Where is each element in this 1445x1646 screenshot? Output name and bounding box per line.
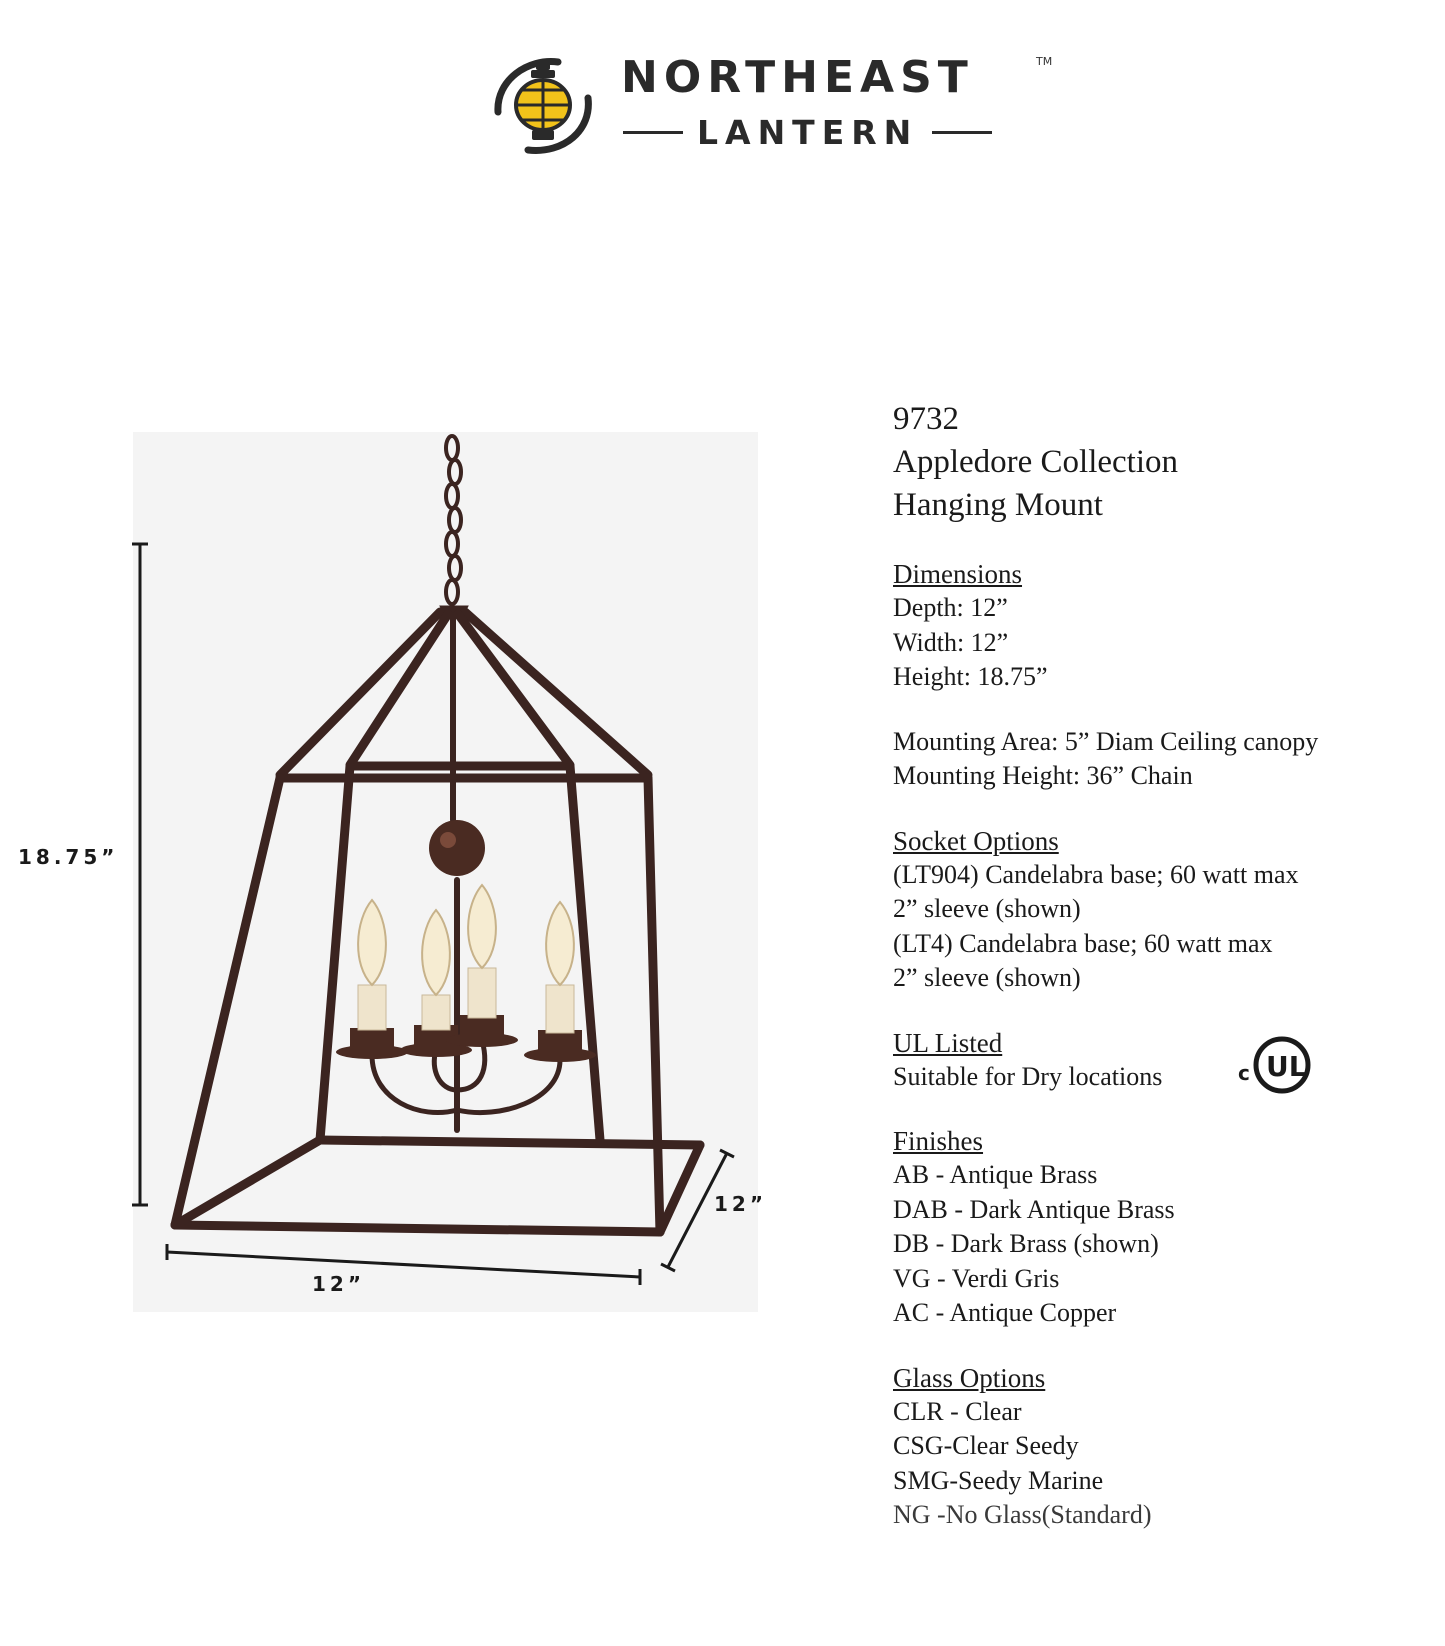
finishes-section — [893, 1124, 1413, 1331]
collection-name: Appledore Collection — [893, 444, 1179, 480]
ul-certification-icon — [1236, 1030, 1316, 1100]
depth-dimension-label: 12” — [714, 1192, 767, 1216]
ul-mark-text: UL — [1266, 1050, 1307, 1083]
socket-options-section — [893, 824, 1413, 996]
glass-option: CSG-Clear Seedy — [893, 1431, 1079, 1460]
section-title: Dimensions — [893, 559, 1023, 589]
section-title: Finishes — [893, 1126, 984, 1156]
glass-options-section — [893, 1361, 1413, 1533]
brand-lantern-text: LANTERN — [697, 112, 919, 152]
section-title: UL Listed — [893, 1027, 1003, 1058]
spec-line: Suitable for Dry locations — [893, 1061, 1163, 1091]
spec-line: 2” sleeve (shown) — [893, 963, 1081, 992]
height-dimension-label: 18.75” — [18, 845, 119, 869]
spec-line: Mounting Area: 5” Diam Ceiling canopy — [893, 726, 1319, 756]
glass-option: SMG-Seedy Marine — [893, 1465, 1104, 1495]
brand-name-line1: NORTHEAST — [621, 52, 974, 103]
ul-mark-c: c — [1238, 1061, 1250, 1085]
trademark-symbol: TM — [1036, 55, 1053, 68]
mounting-section — [893, 725, 1413, 794]
spec-line: 2” sleeve (shown) — [893, 894, 1081, 923]
spec-sheet — [893, 398, 1413, 1533]
glass-option: NG -No Glass(Standard) — [893, 1500, 1152, 1529]
spec-line: Height: 18.75” — [893, 662, 1048, 691]
spec-line: Width: 12” — [893, 627, 1009, 657]
lantern-illustration — [0, 0, 800, 1320]
section-title: Socket Options — [893, 825, 1059, 856]
finish-option: DB - Dark Brass (shown) — [893, 1229, 1159, 1258]
spec-line: Depth: 12” — [893, 593, 1008, 622]
dimensions-section — [893, 557, 1413, 695]
spec-line: (LT4) Candelabra base; 60 watt max — [893, 928, 1273, 958]
model-number: 9732 — [893, 401, 959, 437]
width-dimension-label: 12” — [312, 1272, 365, 1296]
spec-line: (LT904) Candelabra base; 60 watt max — [893, 859, 1299, 889]
finish-option: AB - Antique Brass — [893, 1160, 1098, 1189]
divider — [932, 131, 992, 134]
mount-type: Hanging Mount — [893, 487, 1103, 523]
section-title: Glass Options — [893, 1362, 1046, 1393]
finish-option: DAB - Dark Antique Brass — [893, 1194, 1175, 1224]
ul-section — [893, 1026, 1413, 1095]
finish-option: AC - Antique Copper — [893, 1298, 1117, 1327]
finish-option: VG - Verdi Gris — [893, 1263, 1060, 1293]
spec-line: Mounting Height: 36” Chain — [893, 761, 1193, 790]
glass-option: CLR - Clear — [893, 1396, 1022, 1426]
